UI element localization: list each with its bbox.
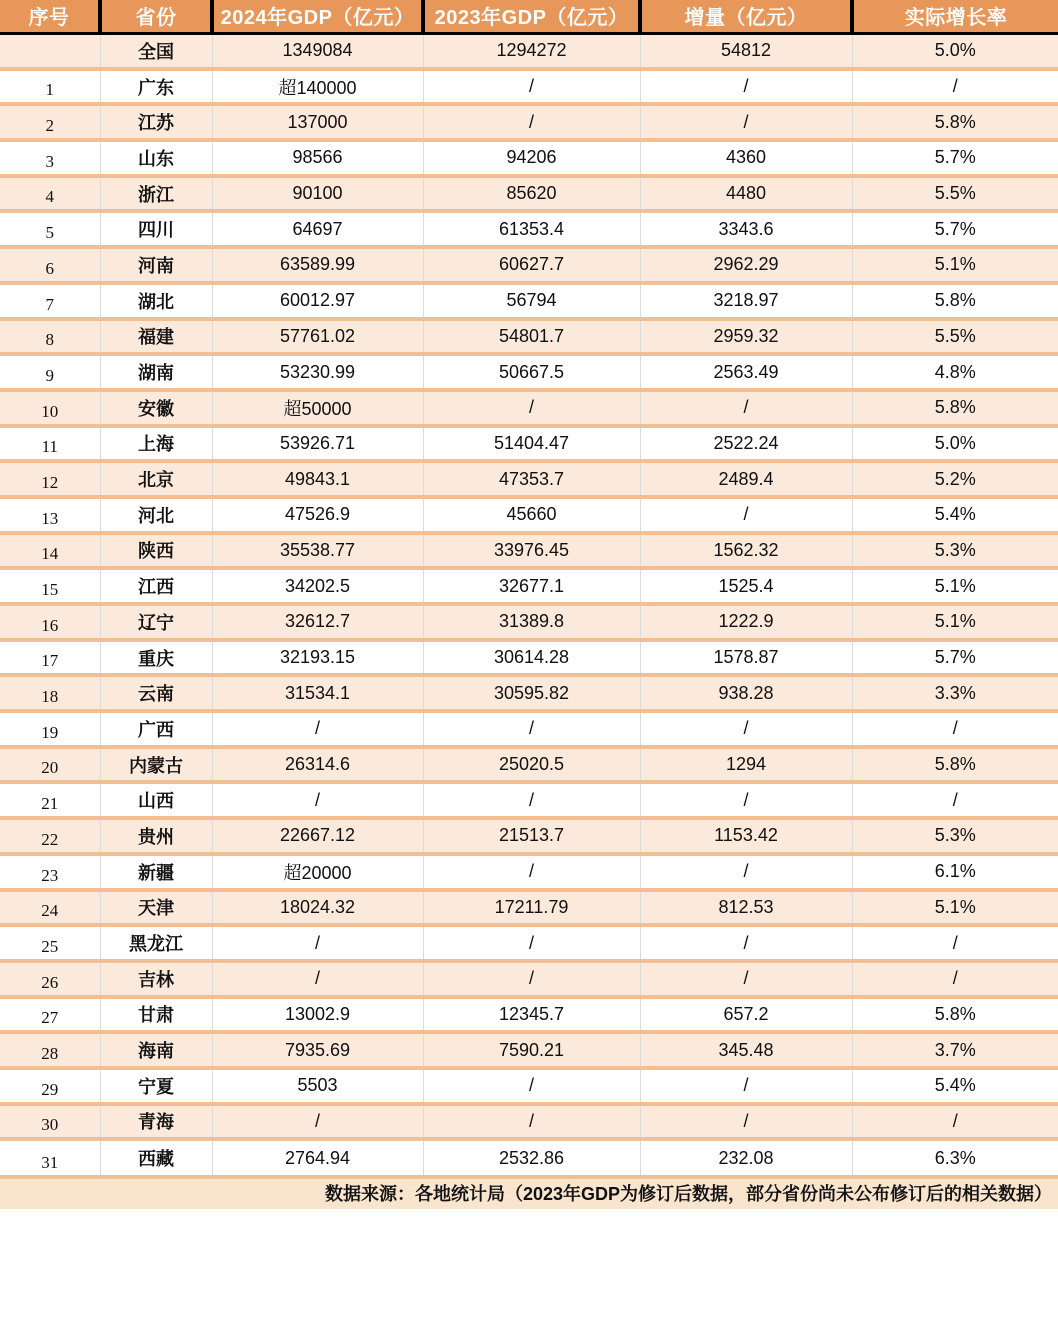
- cell-province: 四川: [100, 211, 212, 247]
- cell-increase: 54812: [640, 33, 852, 69]
- cell-province: 辽宁: [100, 604, 212, 640]
- cell-increase: /: [640, 711, 852, 747]
- cell-province: 陕西: [100, 533, 212, 569]
- cell-gdp-2024: 32612.7: [212, 604, 423, 640]
- cell-province: 甘肃: [100, 997, 212, 1033]
- cell-growth-rate: /: [852, 1104, 1058, 1140]
- cell-gdp-2024: 超20000: [212, 854, 423, 890]
- cell-growth-rate: 5.5%: [852, 319, 1058, 355]
- table-row: [0, 426, 1058, 462]
- table-row: [0, 533, 1058, 569]
- cell-gdp-2023: /: [423, 782, 640, 818]
- cell-gdp-2024: 98566: [212, 140, 423, 176]
- cell-gdp-2024: 32193.15: [212, 640, 423, 676]
- cell-index: 17: [0, 640, 100, 676]
- cell-increase: /: [640, 104, 852, 140]
- table-row: [0, 961, 1058, 997]
- cell-index: 5: [0, 211, 100, 247]
- table-row: [0, 497, 1058, 533]
- table-row: [0, 69, 1058, 105]
- cell-increase: 4480: [640, 176, 852, 212]
- cell-gdp-2023: 7590.21: [423, 1032, 640, 1068]
- cell-gdp-2023: 45660: [423, 497, 640, 533]
- cell-increase: 1222.9: [640, 604, 852, 640]
- cell-index: 1: [0, 69, 100, 105]
- col-header-growth-rate: 实际增长率: [852, 0, 1058, 33]
- table-row: [0, 782, 1058, 818]
- table-row: [0, 568, 1058, 604]
- cell-gdp-2024: 57761.02: [212, 319, 423, 355]
- cell-gdp-2024: 5503: [212, 1068, 423, 1104]
- cell-increase: 657.2: [640, 997, 852, 1033]
- cell-index: 12: [0, 461, 100, 497]
- cell-index: 2: [0, 104, 100, 140]
- cell-growth-rate: 3.7%: [852, 1032, 1058, 1068]
- table-row: [0, 319, 1058, 355]
- cell-gdp-2023: 50667.5: [423, 354, 640, 390]
- cell-growth-rate: /: [852, 782, 1058, 818]
- cell-increase: 1578.87: [640, 640, 852, 676]
- cell-growth-rate: 5.1%: [852, 568, 1058, 604]
- table-row: [0, 1068, 1058, 1104]
- table-row: [0, 176, 1058, 212]
- cell-gdp-2024: 1349084: [212, 33, 423, 69]
- table-row: [0, 1139, 1058, 1175]
- cell-gdp-2023: 31389.8: [423, 604, 640, 640]
- cell-index: 29: [0, 1068, 100, 1104]
- table-row: [0, 997, 1058, 1033]
- table-row: [0, 1104, 1058, 1140]
- table-row: [0, 461, 1058, 497]
- cell-gdp-2023: 60627.7: [423, 247, 640, 283]
- cell-growth-rate: 5.8%: [852, 747, 1058, 783]
- cell-index: 28: [0, 1032, 100, 1068]
- cell-index: 30: [0, 1104, 100, 1140]
- cell-growth-rate: 5.8%: [852, 104, 1058, 140]
- cell-increase: 2522.24: [640, 426, 852, 462]
- cell-index: 26: [0, 961, 100, 997]
- cell-index: 19: [0, 711, 100, 747]
- cell-province: 江苏: [100, 104, 212, 140]
- cell-growth-rate: 5.3%: [852, 818, 1058, 854]
- cell-growth-rate: /: [852, 961, 1058, 997]
- cell-gdp-2024: 7935.69: [212, 1032, 423, 1068]
- cell-province: 山西: [100, 782, 212, 818]
- cell-gdp-2024: 35538.77: [212, 533, 423, 569]
- cell-growth-rate: 5.7%: [852, 140, 1058, 176]
- cell-increase: 2489.4: [640, 461, 852, 497]
- cell-growth-rate: 5.3%: [852, 533, 1058, 569]
- cell-gdp-2024: 22667.12: [212, 818, 423, 854]
- cell-growth-rate: 4.8%: [852, 354, 1058, 390]
- cell-growth-rate: 5.7%: [852, 640, 1058, 676]
- cell-index: 4: [0, 176, 100, 212]
- cell-province: 北京: [100, 461, 212, 497]
- cell-gdp-2023: 94206: [423, 140, 640, 176]
- cell-index: 27: [0, 997, 100, 1033]
- cell-growth-rate: /: [852, 711, 1058, 747]
- cell-gdp-2024: 49843.1: [212, 461, 423, 497]
- cell-province: 福建: [100, 319, 212, 355]
- table-row: [0, 818, 1058, 854]
- cell-index: 31: [0, 1139, 100, 1175]
- cell-growth-rate: 5.1%: [852, 890, 1058, 926]
- cell-province: 湖南: [100, 354, 212, 390]
- cell-index: 24: [0, 890, 100, 926]
- table-row: [0, 675, 1058, 711]
- cell-gdp-2024: 53926.71: [212, 426, 423, 462]
- cell-increase: 1562.32: [640, 533, 852, 569]
- cell-increase: /: [640, 961, 852, 997]
- cell-province: 上海: [100, 426, 212, 462]
- col-header-index: 序号: [0, 0, 100, 33]
- cell-gdp-2024: /: [212, 961, 423, 997]
- cell-province: 黑龙江: [100, 925, 212, 961]
- cell-gdp-2024: 90100: [212, 176, 423, 212]
- cell-gdp-2023: /: [423, 69, 640, 105]
- cell-index: 14: [0, 533, 100, 569]
- cell-gdp-2024: 18024.32: [212, 890, 423, 926]
- table-row: [0, 390, 1058, 426]
- col-header-gdp-2023: 2023年GDP（亿元）: [423, 0, 640, 33]
- cell-growth-rate: 6.3%: [852, 1139, 1058, 1175]
- table-row: [0, 711, 1058, 747]
- cell-index: 22: [0, 818, 100, 854]
- cell-growth-rate: 5.4%: [852, 1068, 1058, 1104]
- cell-province: 吉林: [100, 961, 212, 997]
- cell-gdp-2023: 32677.1: [423, 568, 640, 604]
- cell-gdp-2023: 12345.7: [423, 997, 640, 1033]
- table-body: [0, 33, 1058, 1175]
- cell-growth-rate: 6.1%: [852, 854, 1058, 890]
- cell-gdp-2023: /: [423, 104, 640, 140]
- cell-gdp-2024: 2764.94: [212, 1139, 423, 1175]
- col-header-province: 省份: [100, 0, 212, 33]
- table-row: [0, 140, 1058, 176]
- cell-gdp-2023: 47353.7: [423, 461, 640, 497]
- cell-growth-rate: 5.0%: [852, 33, 1058, 69]
- cell-index: [0, 33, 100, 69]
- cell-gdp-2024: 31534.1: [212, 675, 423, 711]
- cell-index: 7: [0, 283, 100, 319]
- cell-gdp-2023: 33976.45: [423, 533, 640, 569]
- cell-index: 20: [0, 747, 100, 783]
- cell-gdp-2023: /: [423, 925, 640, 961]
- cell-gdp-2024: /: [212, 711, 423, 747]
- col-header-increase: 增量（亿元）: [640, 0, 852, 33]
- table-row: [0, 247, 1058, 283]
- cell-gdp-2024: 超140000: [212, 69, 423, 105]
- cell-gdp-2023: 1294272: [423, 33, 640, 69]
- cell-growth-rate: 5.0%: [852, 426, 1058, 462]
- cell-gdp-2024: 53230.99: [212, 354, 423, 390]
- cell-gdp-2023: 61353.4: [423, 211, 640, 247]
- cell-growth-rate: 5.1%: [852, 247, 1058, 283]
- cell-index: 16: [0, 604, 100, 640]
- table-row: [0, 854, 1058, 890]
- cell-gdp-2023: /: [423, 711, 640, 747]
- cell-province: 天津: [100, 890, 212, 926]
- cell-growth-rate: 3.3%: [852, 675, 1058, 711]
- cell-gdp-2024: 超50000: [212, 390, 423, 426]
- cell-increase: /: [640, 925, 852, 961]
- col-header-gdp-2024: 2024年GDP（亿元）: [212, 0, 423, 33]
- cell-increase: 812.53: [640, 890, 852, 926]
- cell-growth-rate: 5.1%: [852, 604, 1058, 640]
- cell-province: 青海: [100, 1104, 212, 1140]
- cell-gdp-2024: 26314.6: [212, 747, 423, 783]
- cell-index: 23: [0, 854, 100, 890]
- cell-increase: /: [640, 497, 852, 533]
- table-row: [0, 211, 1058, 247]
- cell-increase: 232.08: [640, 1139, 852, 1175]
- cell-province: 重庆: [100, 640, 212, 676]
- cell-increase: 1525.4: [640, 568, 852, 604]
- cell-index: 18: [0, 675, 100, 711]
- cell-province: 河南: [100, 247, 212, 283]
- cell-growth-rate: /: [852, 925, 1058, 961]
- cell-growth-rate: 5.2%: [852, 461, 1058, 497]
- cell-province: 河北: [100, 497, 212, 533]
- cell-province: 浙江: [100, 176, 212, 212]
- cell-gdp-2023: /: [423, 854, 640, 890]
- cell-gdp-2023: 56794: [423, 283, 640, 319]
- cell-increase: 345.48: [640, 1032, 852, 1068]
- cell-index: 6: [0, 247, 100, 283]
- cell-province: 贵州: [100, 818, 212, 854]
- cell-growth-rate: 5.4%: [852, 497, 1058, 533]
- cell-index: 8: [0, 319, 100, 355]
- cell-increase: 2563.49: [640, 354, 852, 390]
- cell-increase: /: [640, 854, 852, 890]
- table-row: [0, 604, 1058, 640]
- cell-index: 15: [0, 568, 100, 604]
- cell-index: 13: [0, 497, 100, 533]
- cell-province: 山东: [100, 140, 212, 176]
- cell-increase: 3218.97: [640, 283, 852, 319]
- cell-gdp-2024: 34202.5: [212, 568, 423, 604]
- cell-gdp-2023: 54801.7: [423, 319, 640, 355]
- cell-province: 宁夏: [100, 1068, 212, 1104]
- table-row: [0, 283, 1058, 319]
- cell-gdp-2023: /: [423, 390, 640, 426]
- table-row: [0, 890, 1058, 926]
- cell-province: 内蒙古: [100, 747, 212, 783]
- cell-increase: 3343.6: [640, 211, 852, 247]
- cell-increase: /: [640, 390, 852, 426]
- cell-gdp-2023: 51404.47: [423, 426, 640, 462]
- cell-growth-rate: 5.8%: [852, 997, 1058, 1033]
- cell-gdp-2023: 30614.28: [423, 640, 640, 676]
- cell-gdp-2024: 47526.9: [212, 497, 423, 533]
- cell-increase: 2962.29: [640, 247, 852, 283]
- cell-gdp-2023: 25020.5: [423, 747, 640, 783]
- table-row: [0, 33, 1058, 69]
- cell-growth-rate: 5.8%: [852, 283, 1058, 319]
- cell-growth-rate: 5.7%: [852, 211, 1058, 247]
- cell-gdp-2024: /: [212, 1104, 423, 1140]
- source-note: 数据来源：各地统计局（2023年GDP为修订后数据，部分省份尚未公布修订后的相关数据）: [0, 1175, 1058, 1209]
- cell-province: 湖北: [100, 283, 212, 319]
- cell-increase: 2959.32: [640, 319, 852, 355]
- table-row: [0, 1032, 1058, 1068]
- cell-gdp-2024: 13002.9: [212, 997, 423, 1033]
- cell-increase: 1153.42: [640, 818, 852, 854]
- cell-increase: 4360: [640, 140, 852, 176]
- cell-gdp-2023: 85620: [423, 176, 640, 212]
- cell-gdp-2024: /: [212, 925, 423, 961]
- cell-index: 25: [0, 925, 100, 961]
- cell-growth-rate: 5.5%: [852, 176, 1058, 212]
- header-row: [0, 0, 1058, 33]
- cell-increase: /: [640, 1068, 852, 1104]
- cell-gdp-2023: /: [423, 1068, 640, 1104]
- cell-province: 广东: [100, 69, 212, 105]
- cell-province: 广西: [100, 711, 212, 747]
- cell-province: 新疆: [100, 854, 212, 890]
- cell-gdp-2024: 64697: [212, 211, 423, 247]
- cell-growth-rate: 5.8%: [852, 390, 1058, 426]
- table-row: [0, 104, 1058, 140]
- cell-gdp-2023: 30595.82: [423, 675, 640, 711]
- cell-index: 3: [0, 140, 100, 176]
- cell-growth-rate: /: [852, 69, 1058, 105]
- cell-gdp-2023: /: [423, 961, 640, 997]
- cell-index: 10: [0, 390, 100, 426]
- cell-gdp-2024: 137000: [212, 104, 423, 140]
- table-row: [0, 747, 1058, 783]
- cell-gdp-2024: 63589.99: [212, 247, 423, 283]
- cell-index: 9: [0, 354, 100, 390]
- cell-province: 安徽: [100, 390, 212, 426]
- cell-gdp-2023: 2532.86: [423, 1139, 640, 1175]
- cell-index: 21: [0, 782, 100, 818]
- cell-gdp-2024: 60012.97: [212, 283, 423, 319]
- cell-increase: 1294: [640, 747, 852, 783]
- cell-gdp-2024: /: [212, 782, 423, 818]
- cell-province: 海南: [100, 1032, 212, 1068]
- cell-index: 11: [0, 426, 100, 462]
- cell-province: 江西: [100, 568, 212, 604]
- cell-province: 全国: [100, 33, 212, 69]
- cell-increase: /: [640, 69, 852, 105]
- cell-increase: /: [640, 1104, 852, 1140]
- cell-gdp-2023: 21513.7: [423, 818, 640, 854]
- table-row: [0, 354, 1058, 390]
- cell-increase: 938.28: [640, 675, 852, 711]
- cell-province: 云南: [100, 675, 212, 711]
- table-row: [0, 640, 1058, 676]
- cell-increase: /: [640, 782, 852, 818]
- cell-province: 西藏: [100, 1139, 212, 1175]
- cell-gdp-2023: 17211.79: [423, 890, 640, 926]
- table-row: [0, 925, 1058, 961]
- cell-gdp-2023: /: [423, 1104, 640, 1140]
